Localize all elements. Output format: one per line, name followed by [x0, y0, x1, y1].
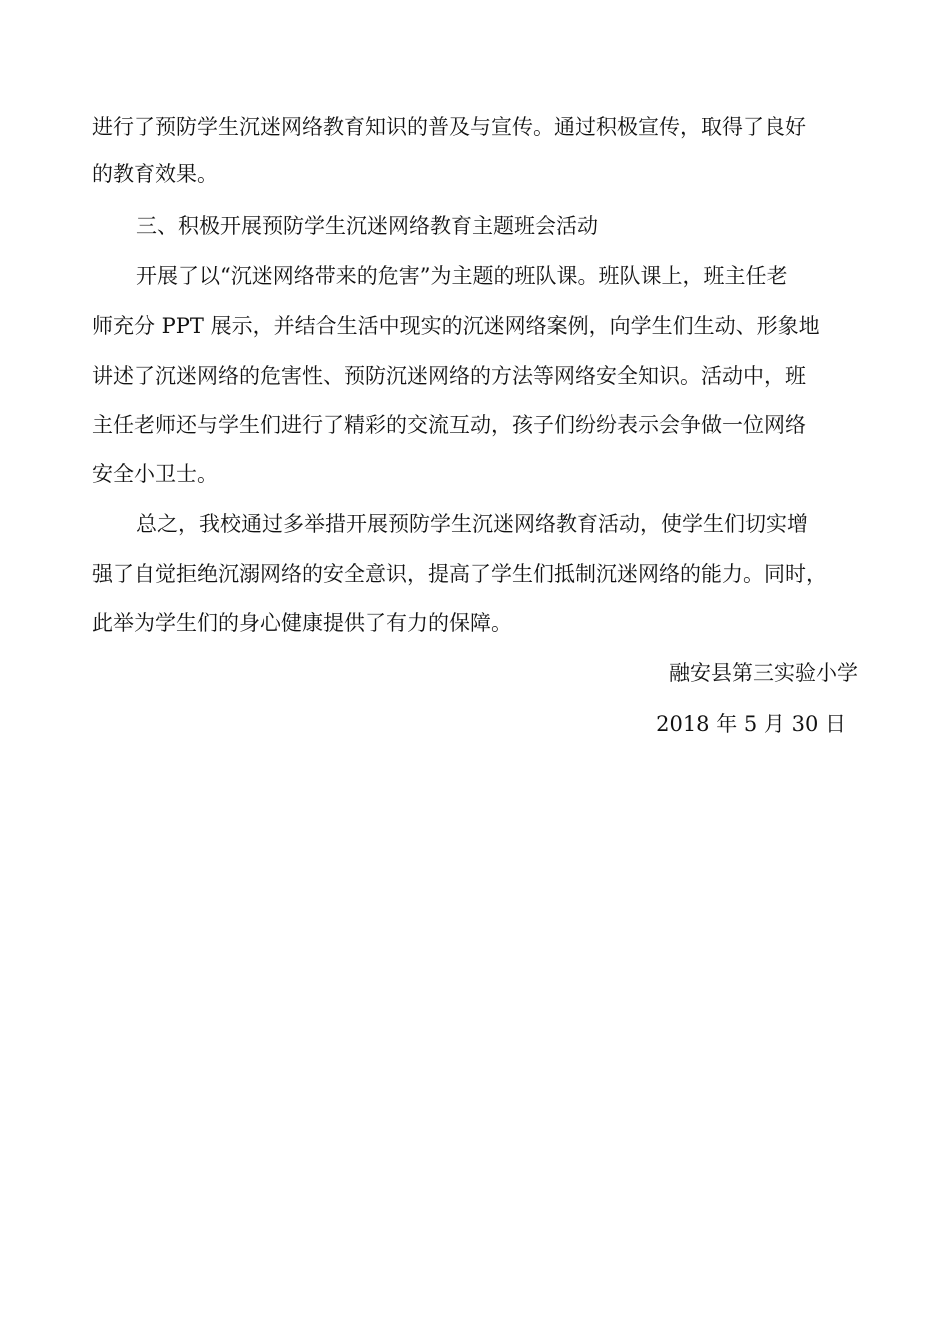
- paragraph-line: 安全小卫士。: [92, 462, 218, 486]
- signature-date: 2018 年 5 月 30 日: [656, 712, 846, 736]
- paragraph-line: 开展了以“沉迷网络带来的危害”为主题的班队课。班队课上，班主任老: [136, 264, 788, 288]
- paragraph-line: 进行了预防学生沉迷网络教育知识的普及与宣传。通过积极宣传，取得了良好: [92, 115, 806, 139]
- signature-school: 融安县第三实验小学: [669, 661, 858, 685]
- paragraph-line: 此举为学生们的身心健康提供了有力的保障。: [92, 611, 512, 635]
- paragraph-line: 总之，我校通过多举措开展预防学生沉迷网络教育活动，使学生们切实增: [136, 512, 808, 536]
- paragraph-line: 强了自觉拒绝沉溺网络的安全意识，提高了学生们抵制沉迷网络的能力。同时，: [92, 562, 827, 586]
- section-heading: 三、积极开展预防学生沉迷网络教育主题班会活动: [136, 214, 598, 238]
- paragraph-line: 师充分 PPT 展示，并结合生活中现实的沉迷网络案例，向学生们生动、形象地: [92, 314, 820, 338]
- paragraph-line: 主任老师还与学生们进行了精彩的交流互动，孩子们纷纷表示会争做一位网络: [92, 413, 806, 437]
- paragraph-line: 讲述了沉迷网络的危害性、预防沉迷网络的方法等网络安全知识。活动中，班: [92, 364, 806, 388]
- paragraph-line: 的教育效果。: [92, 162, 218, 186]
